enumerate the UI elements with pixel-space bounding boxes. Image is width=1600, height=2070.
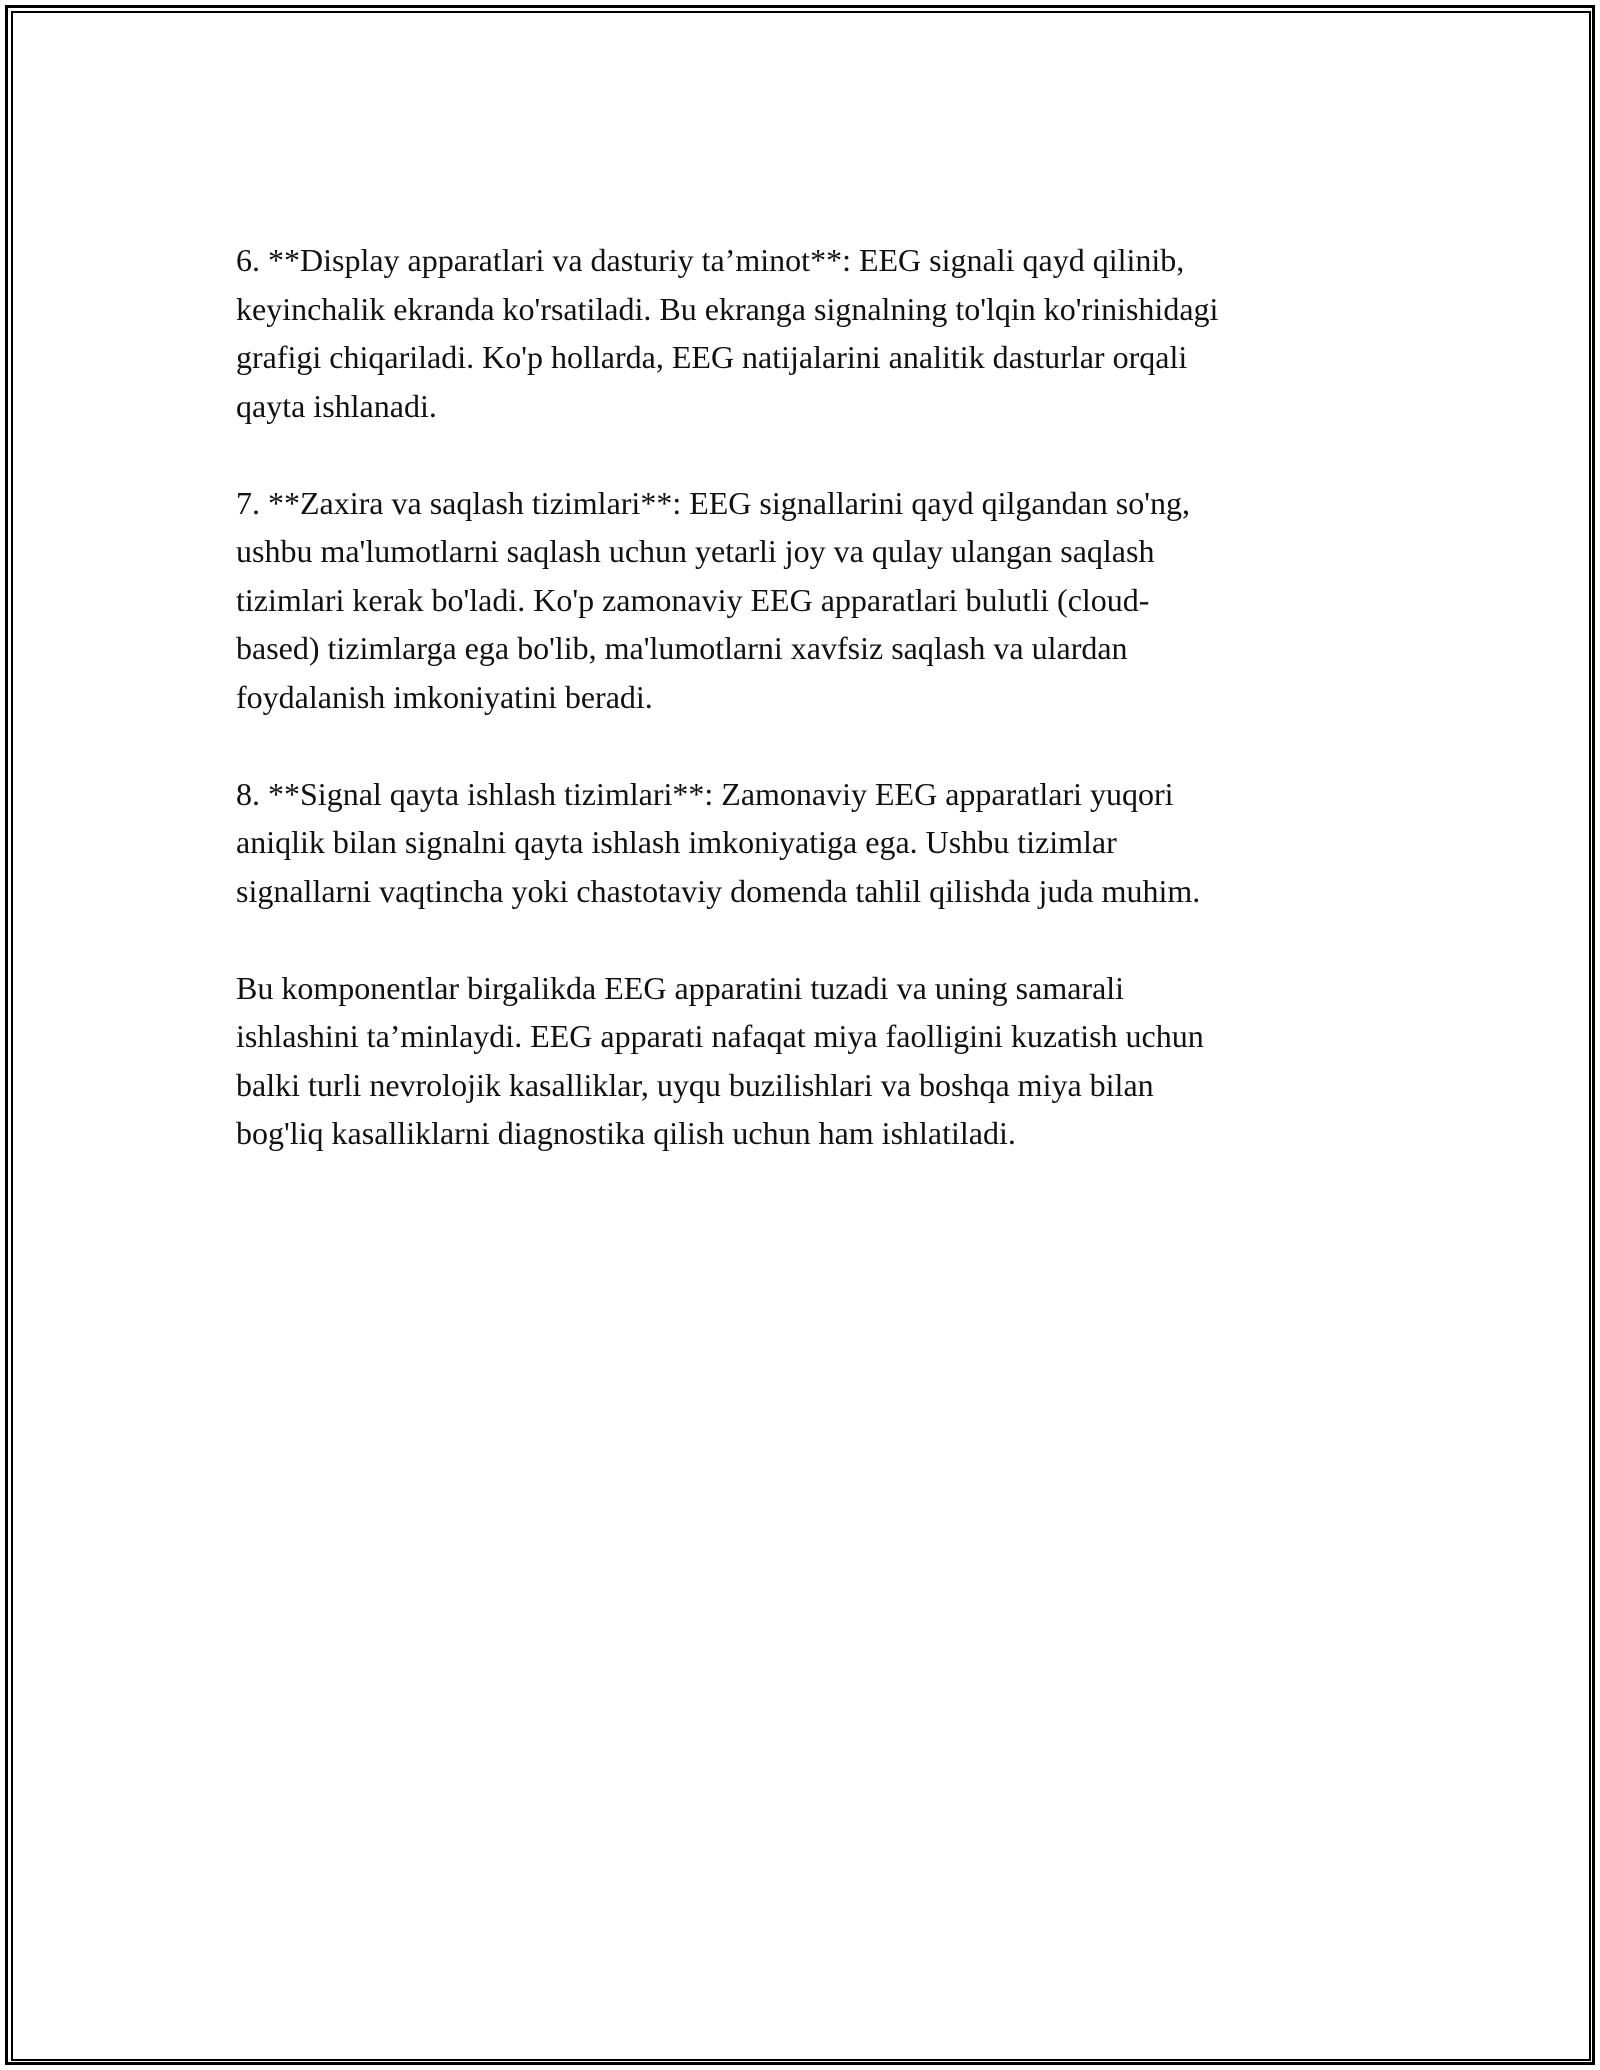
paragraph-item-6-display: 6. **Display apparatlari va dasturiy ta’minot**: EEG signali qayd qilinib, keyinchalik ekranda ko'rsatiladi. Bu ekranga signalning to'lqin ko'rinishidagi grafigi chiqariladi. Ko'p hollarda, EEG natijalarini analitik dasturlar orqali qayta ishlanadi. — [236, 242, 1219, 424]
paragraph-item-8-signal-processing: 8. **Signal qayta ishlash tizimlari**: Zamonaviy EEG apparatlari yuqori aniqlik bilan signalni qayta ishlash imkoniyatiga ega. Ushbu tizimlar signallarni vaqtincha yoki chastotaviy domenda tahlil qilishda juda muhim. — [236, 775, 1201, 909]
document-body — [236, 236, 1366, 1206]
paragraph-conclusion: Bu komponentlar birgalikda EEG apparatini tuzadi va uning samarali ishlashini ta’minlaydi. EEG apparati nafaqat miya faolligini kuzatish uchun balki turli nevrolojik kasalliklar, uyqu buzilishlari va boshqa miya bilan bog'liq kasalliklarni diagnostika qilish uchun ham ishlatiladi. — [236, 969, 1204, 1151]
paragraph-item-7-storage: 7. **Zaxira va saqlash tizimlari**: EEG signallarini qayd qilgandan so'ng, ushbu ma'lumotlarni saqlash uchun yetarli joy va qulay ulangan saqlash tizimlari kerak bo'ladi. Ko'p zamonaviy EEG apparatlari bulutli (cloud- based) tizimlarga ega bo'lib, ma'lumotlarni xavfsiz saqlash va ulardan foydalanish imkoniyatini beradi. — [236, 484, 1190, 715]
